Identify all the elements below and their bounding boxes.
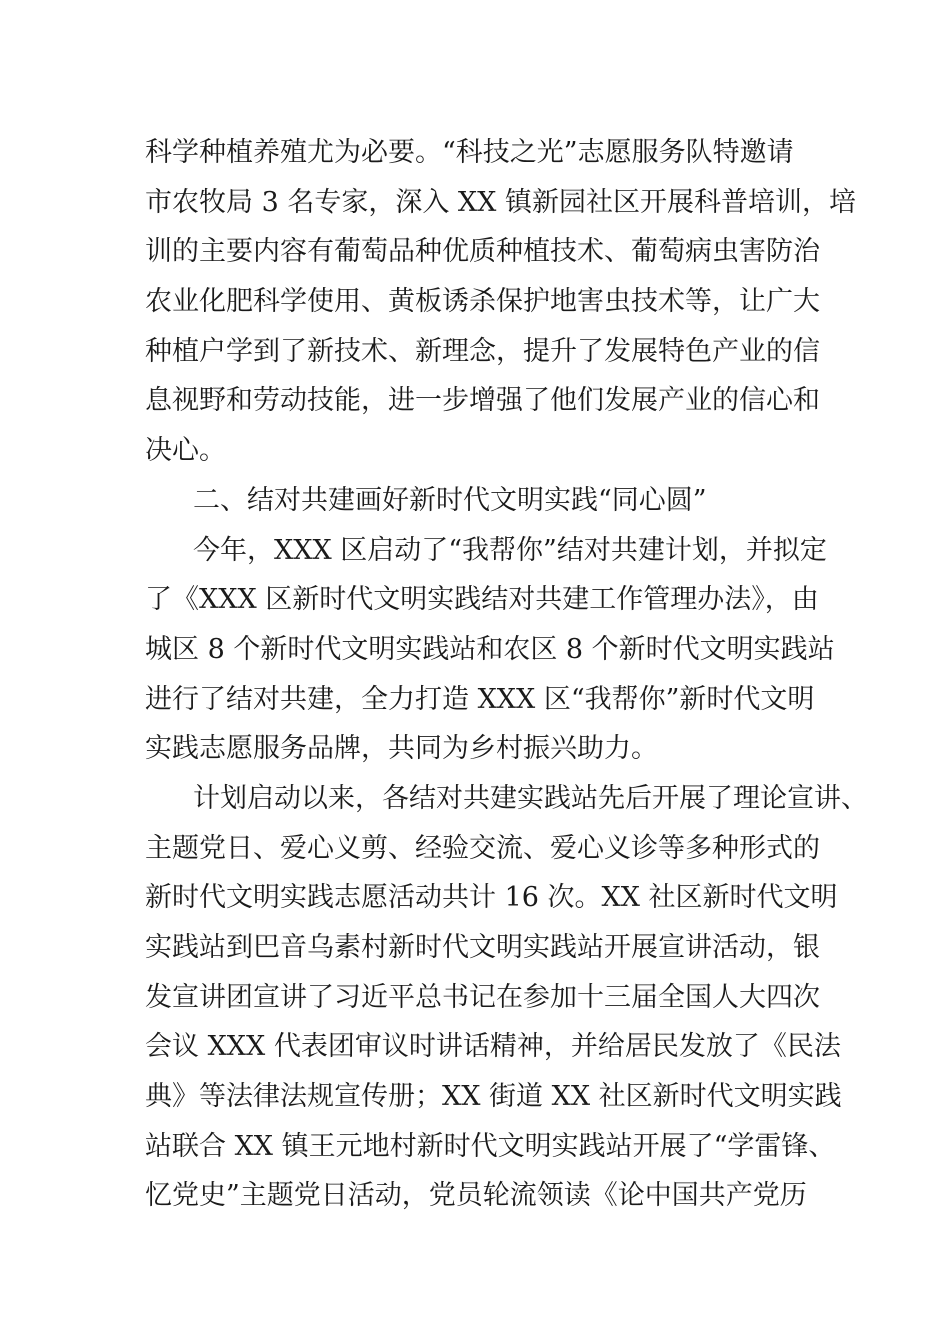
document-body (145, 128, 868, 1221)
text-line: 主题党日、爱心义剪、经验交流、爱心义诊等多种形式的 (145, 832, 820, 864)
text-line: 进行了结对共建，全力打造 XXX 区“我帮你”新时代文明 (145, 683, 815, 715)
text-line: 科学种植养殖尤为必要。“科技之光”志愿服务队特邀请 (145, 137, 794, 168)
text-line: 城区 8 个新时代文明实践站和农区 8 个新时代文明实践站 (145, 633, 835, 665)
text-line: 决心。 (145, 435, 226, 467)
paragraph-first-line: 今年，XXX 区启动了“我帮你”结对共建计划，并拟定 (193, 534, 827, 566)
text-line: 种植户学到了新技术、新理念，提升了发展特色产业的信 (145, 335, 820, 367)
text-line: 站联合 XX 镇王元地村新时代文明实践站开展了“学雷锋、 (145, 1130, 836, 1162)
paragraph-first-line: 计划启动以来，各结对共建实践站先后开展了理论宣讲、 (193, 782, 868, 814)
text-line: 息视野和劳动技能，进一步增强了他们发展产业的信心和 (145, 385, 820, 417)
text-line: 典》等法律法规宣传册；XX 街道 XX 社区新时代文明实践 (145, 1081, 842, 1113)
text-line: 忆党史”主题党日活动，党员轮流领读《论中国共产党历 (145, 1180, 807, 1212)
text-line: 市农牧局 3 名专家，深入 XX 镇新园社区开展科普培训，培 (145, 186, 856, 218)
text-line: 了《XXX 区新时代文明实践结对共建工作管理办法》，由 (145, 584, 819, 616)
text-line: 实践站到巴音乌素村新时代文明实践站开展宣讲活动，银 (145, 932, 820, 963)
text-line: 新时代文明实践志愿活动共计 16 次。XX 社区新时代文明 (145, 882, 838, 914)
paragraph-first-line: 二、结对共建画好新时代文明实践“同心圆” (193, 484, 707, 516)
text-line: 会议 XXX 代表团审议时讲话精神，并给居民发放了《民法 (145, 1031, 841, 1063)
text-line: 农业化肥科学使用、黄板诱杀保护地害虫技术等，让广大 (145, 286, 820, 318)
text-line: 训的主要内容有葡萄品种优质种植技术、葡萄病虫害防治 (145, 236, 820, 268)
text-line: 发宣讲团宣讲了习近平总书记在参加十三届全国人大四次 (145, 981, 820, 1013)
text-line: 实践志愿服务品牌，共同为乡村振兴助力。 (145, 733, 658, 765)
